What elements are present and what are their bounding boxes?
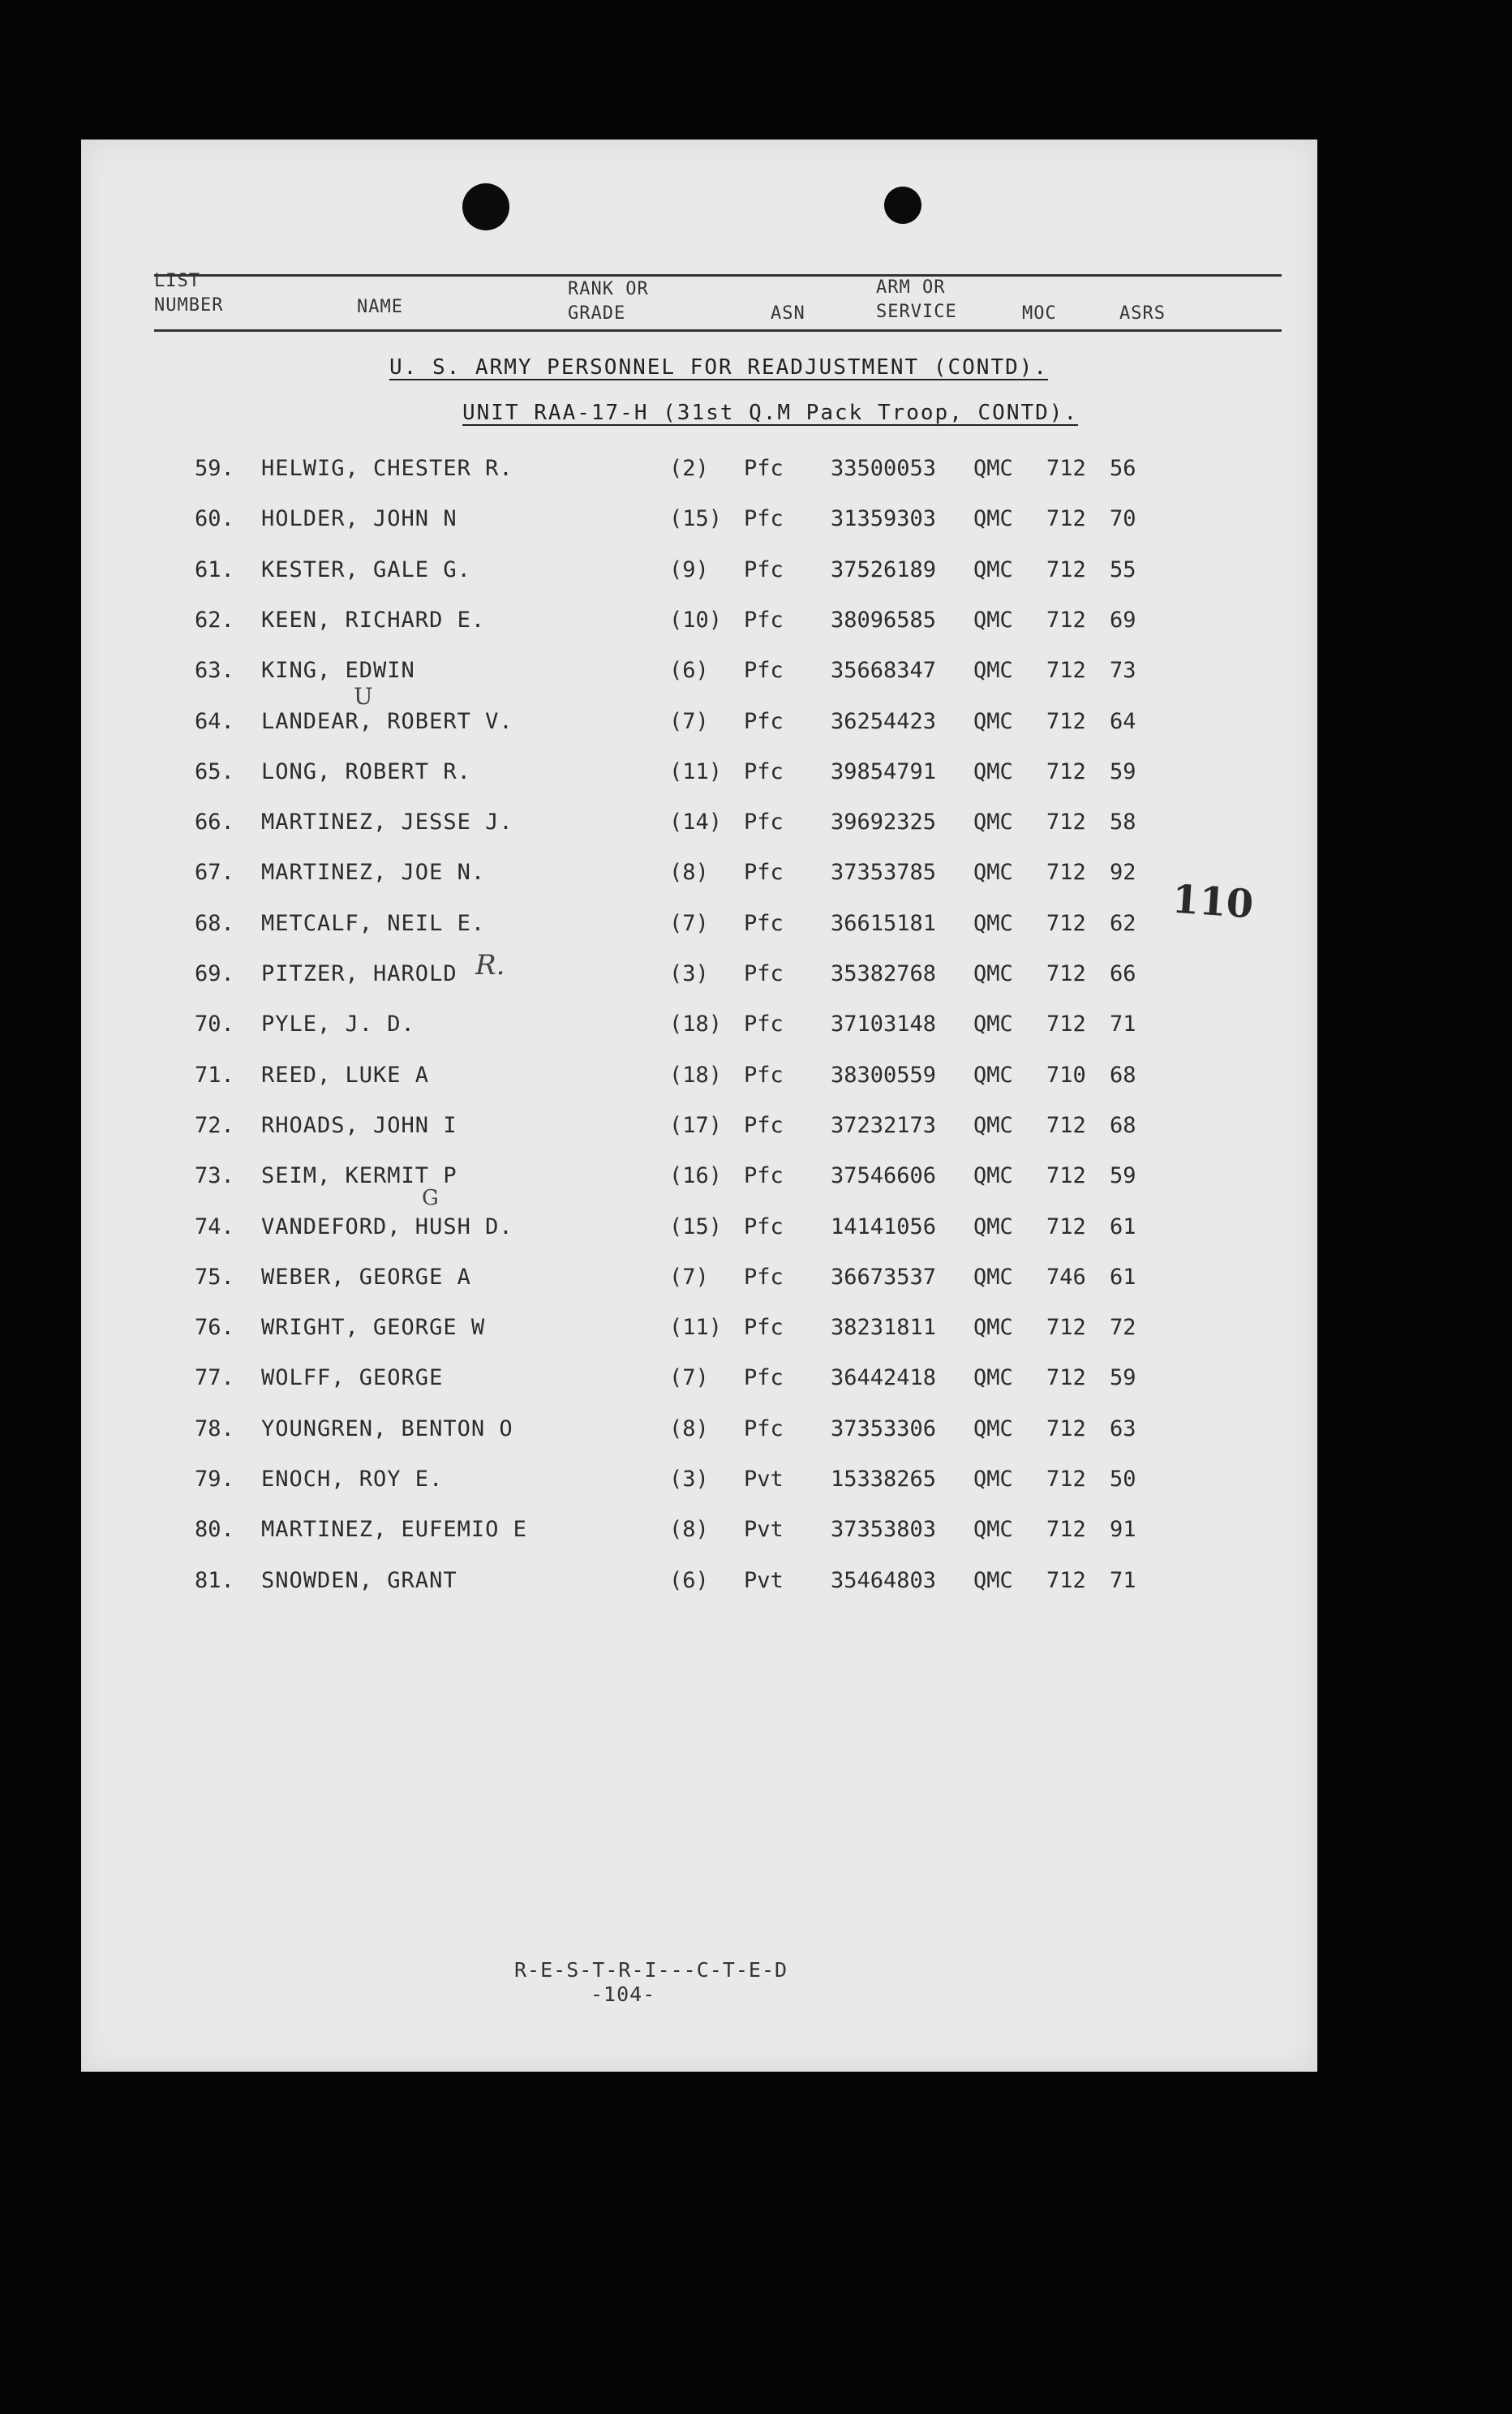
header-rank-2: GRADE [568, 303, 626, 324]
row-rank-number: (6) [669, 658, 709, 684]
row-number: 61. [195, 556, 234, 582]
handwritten-mark-landear: U [354, 683, 373, 710]
row-name: WRIGHT, GEORGE W [261, 1315, 486, 1341]
table-row [81, 860, 1317, 900]
row-moc: 712 [1046, 1163, 1086, 1189]
row-number: 69. [195, 961, 234, 986]
row-rank-number: (17) [669, 1112, 723, 1138]
row-name: KESTER, GALE G. [261, 556, 471, 582]
table-row [81, 557, 1317, 598]
header-top-rule [154, 274, 1282, 277]
table-row [81, 1568, 1317, 1609]
row-asn: 31359303 [831, 506, 937, 532]
row-name: ENOCH, ROY E. [261, 1467, 444, 1492]
row-rank: Pfc [744, 1264, 784, 1290]
row-asn: 37353803 [831, 1517, 937, 1543]
row-moc: 712 [1046, 456, 1086, 481]
table-row [81, 1063, 1317, 1103]
punch-hole-right [884, 187, 921, 224]
table-row [81, 810, 1317, 850]
row-number: 62. [195, 607, 234, 633]
row-name: YOUNGREN, BENTON O [261, 1415, 513, 1441]
row-rank-number: (7) [669, 1264, 709, 1290]
row-rank-number: (15) [669, 506, 723, 532]
row-rank: Pfc [744, 1415, 784, 1441]
row-number: 73. [195, 1163, 234, 1189]
handwritten-mark-pitzer: R. [475, 949, 505, 981]
row-arm-service: QMC [973, 1467, 1013, 1492]
row-moc: 712 [1046, 1415, 1086, 1441]
row-name: KEEN, RICHARD E. [261, 607, 486, 633]
row-arm-service: QMC [973, 658, 1013, 684]
row-asn: 37232173 [831, 1112, 937, 1138]
row-rank-number: (15) [669, 1213, 723, 1239]
row-moc: 712 [1046, 607, 1086, 633]
row-asn: 35464803 [831, 1567, 937, 1593]
row-arm-service: QMC [973, 910, 1013, 936]
row-arm-service: QMC [973, 607, 1013, 633]
row-rank: Pfc [744, 1315, 784, 1341]
document-page [81, 140, 1317, 2072]
row-arm-service: QMC [973, 1567, 1013, 1593]
row-arm-service: QMC [973, 1062, 1013, 1088]
row-asrs: 58 [1110, 810, 1136, 835]
row-arm-service: QMC [973, 1517, 1013, 1543]
table-row [81, 1214, 1317, 1255]
row-moc: 712 [1046, 758, 1086, 784]
row-rank-number: (2) [669, 456, 709, 481]
row-rank: Pfc [744, 961, 784, 986]
table-row [81, 456, 1317, 496]
row-number: 68. [195, 910, 234, 936]
row-asn: 37353306 [831, 1415, 937, 1441]
row-name: PITZER, HAROLD [261, 961, 457, 986]
row-asrs: 61 [1110, 1264, 1136, 1290]
row-name: MARTINEZ, JESSE J. [261, 810, 513, 835]
row-asrs: 73 [1110, 658, 1136, 684]
row-moc: 712 [1046, 910, 1086, 936]
punch-hole-left [462, 183, 509, 230]
row-number: 77. [195, 1365, 234, 1391]
row-asrs: 62 [1110, 910, 1136, 936]
footer-restricted: R-E-S-T-R-I---C-T-E-D [514, 1958, 788, 1982]
row-arm-service: QMC [973, 1315, 1013, 1341]
row-rank-number: (3) [669, 961, 709, 986]
row-number: 78. [195, 1415, 234, 1441]
row-number: 65. [195, 758, 234, 784]
table-row [81, 608, 1317, 648]
row-number: 79. [195, 1467, 234, 1492]
row-asn: 36442418 [831, 1365, 937, 1391]
row-asrs: 71 [1110, 1567, 1136, 1593]
row-number: 74. [195, 1213, 234, 1239]
header-asrs: ASRS [1119, 303, 1166, 324]
row-moc: 712 [1046, 1012, 1086, 1037]
row-asrs: 92 [1110, 860, 1136, 886]
row-moc: 712 [1046, 961, 1086, 986]
row-rank: Pfc [744, 658, 784, 684]
row-rank-number: (11) [669, 758, 723, 784]
unit-title: UNIT RAA-17-H (31st Q.M Pack Troop, CONTD). [462, 401, 1079, 425]
table-row [81, 658, 1317, 698]
row-moc: 712 [1046, 1467, 1086, 1492]
header-list-number-2: NUMBER [154, 295, 224, 316]
row-asn: 14141056 [831, 1213, 937, 1239]
row-number: 60. [195, 506, 234, 532]
row-asrs: 59 [1110, 1163, 1136, 1189]
row-moc: 712 [1046, 1567, 1086, 1593]
row-moc: 712 [1046, 658, 1086, 684]
row-asrs: 68 [1110, 1112, 1136, 1138]
row-number: 64. [195, 708, 234, 734]
row-name: MARTINEZ, JOE N. [261, 860, 486, 886]
row-arm-service: QMC [973, 506, 1013, 532]
row-asn: 38300559 [831, 1062, 937, 1088]
row-rank: Pfc [744, 1112, 784, 1138]
row-rank-number: (3) [669, 1467, 709, 1492]
footer-page-number: -104- [591, 1982, 656, 2006]
row-rank: Pfc [744, 506, 784, 532]
table-row [81, 759, 1317, 800]
row-rank: Pfc [744, 1213, 784, 1239]
row-asn: 36615181 [831, 910, 937, 936]
row-arm-service: QMC [973, 1112, 1013, 1138]
row-name: WOLFF, GEORGE [261, 1365, 444, 1391]
row-rank: Pfc [744, 556, 784, 582]
row-asrs: 72 [1110, 1315, 1136, 1341]
row-rank: Pvt [744, 1467, 784, 1492]
header-moc: MOC [1022, 303, 1057, 324]
row-asrs: 61 [1110, 1213, 1136, 1239]
row-name: SNOWDEN, GRANT [261, 1567, 457, 1593]
row-arm-service: QMC [973, 1163, 1013, 1189]
row-moc: 712 [1046, 1112, 1086, 1138]
row-asrs: 59 [1110, 758, 1136, 784]
row-number: 67. [195, 860, 234, 886]
row-name: VANDEFORD, HUSH D. [261, 1213, 513, 1239]
row-name: SEIM, KERMIT P [261, 1163, 457, 1189]
table-row [81, 1113, 1317, 1153]
header-arm-1: ARM OR [876, 277, 946, 298]
row-rank-number: (7) [669, 708, 709, 734]
row-number: 66. [195, 810, 234, 835]
row-rank-number: (7) [669, 1365, 709, 1391]
row-name: HELWIG, CHESTER R. [261, 456, 513, 481]
row-moc: 710 [1046, 1062, 1086, 1088]
row-rank: Pfc [744, 810, 784, 835]
row-name: KING, EDWIN [261, 658, 415, 684]
table-row [81, 1467, 1317, 1507]
row-asrs: 56 [1110, 456, 1136, 481]
header-asn: ASN [771, 303, 805, 324]
table-row [81, 961, 1317, 1002]
row-asn: 38096585 [831, 607, 937, 633]
row-asn: 39692325 [831, 810, 937, 835]
row-moc: 712 [1046, 860, 1086, 886]
row-rank: Pfc [744, 910, 784, 936]
row-arm-service: QMC [973, 860, 1013, 886]
row-asrs: 59 [1110, 1365, 1136, 1391]
row-moc: 746 [1046, 1264, 1086, 1290]
row-arm-service: QMC [973, 1213, 1013, 1239]
row-asrs: 64 [1110, 708, 1136, 734]
row-moc: 712 [1046, 1365, 1086, 1391]
row-asrs: 70 [1110, 506, 1136, 532]
row-rank-number: (14) [669, 810, 723, 835]
row-asn: 35668347 [831, 658, 937, 684]
row-asn: 38231811 [831, 1315, 937, 1341]
row-rank-number: (9) [669, 556, 709, 582]
row-moc: 712 [1046, 810, 1086, 835]
row-rank-number: (16) [669, 1163, 723, 1189]
row-number: 59. [195, 456, 234, 481]
row-rank-number: (11) [669, 1315, 723, 1341]
row-arm-service: QMC [973, 1264, 1013, 1290]
row-arm-service: QMC [973, 556, 1013, 582]
row-rank: Pvt [744, 1517, 784, 1543]
handwritten-mark-vandeford: G [422, 1186, 439, 1210]
row-number: 76. [195, 1315, 234, 1341]
row-asrs: 91 [1110, 1517, 1136, 1543]
row-arm-service: QMC [973, 1415, 1013, 1441]
row-moc: 712 [1046, 708, 1086, 734]
row-asrs: 71 [1110, 1012, 1136, 1037]
row-asn: 35382768 [831, 961, 937, 986]
row-asrs: 55 [1110, 556, 1136, 582]
table-row [81, 911, 1317, 951]
row-name: REED, LUKE A [261, 1062, 430, 1088]
row-arm-service: QMC [973, 1365, 1013, 1391]
row-rank-number: (8) [669, 860, 709, 886]
row-rank: Pvt [744, 1567, 784, 1593]
row-name: PYLE, J. D. [261, 1012, 415, 1037]
row-rank-number: (8) [669, 1415, 709, 1441]
row-number: 63. [195, 658, 234, 684]
row-asn: 36673537 [831, 1264, 937, 1290]
row-rank: Pfc [744, 456, 784, 481]
row-moc: 712 [1046, 1315, 1086, 1341]
row-name: METCALF, NEIL E. [261, 910, 486, 936]
table-row [81, 1365, 1317, 1406]
row-number: 72. [195, 1112, 234, 1138]
row-number: 70. [195, 1012, 234, 1037]
row-name: MARTINEZ, EUFEMIO E [261, 1517, 527, 1543]
row-asn: 15338265 [831, 1467, 937, 1492]
header-name: NAME [357, 297, 403, 317]
row-number: 75. [195, 1264, 234, 1290]
header-list-number-1: LIST [154, 271, 200, 291]
table-row [81, 709, 1317, 750]
row-arm-service: QMC [973, 810, 1013, 835]
row-rank: Pfc [744, 1365, 784, 1391]
row-name: WEBER, GEORGE A [261, 1264, 471, 1290]
row-moc: 712 [1046, 506, 1086, 532]
row-asrs: 66 [1110, 961, 1136, 986]
row-number: 80. [195, 1517, 234, 1543]
table-row [81, 1315, 1317, 1355]
row-asrs: 50 [1110, 1467, 1136, 1492]
row-rank: Pfc [744, 758, 784, 784]
row-rank-number: (10) [669, 607, 723, 633]
row-arm-service: QMC [973, 1012, 1013, 1037]
row-name: HOLDER, JOHN N [261, 506, 457, 532]
header-arm-2: SERVICE [876, 302, 957, 322]
row-asn: 37526189 [831, 556, 937, 582]
row-arm-service: QMC [973, 708, 1013, 734]
row-rank-number: (6) [669, 1567, 709, 1593]
row-asn: 37353785 [831, 860, 937, 886]
row-moc: 712 [1046, 1213, 1086, 1239]
row-moc: 712 [1046, 556, 1086, 582]
table-row [81, 1416, 1317, 1457]
row-rank: Pfc [744, 1012, 784, 1037]
row-asn: 37103148 [831, 1012, 937, 1037]
row-rank-number: (18) [669, 1062, 723, 1088]
row-name: LANDEAR, ROBERT V. [261, 708, 513, 734]
row-asn: 33500053 [831, 456, 937, 481]
row-number: 71. [195, 1062, 234, 1088]
row-rank: Pfc [744, 860, 784, 886]
row-arm-service: QMC [973, 961, 1013, 986]
row-rank-number: (8) [669, 1517, 709, 1543]
row-asrs: 63 [1110, 1415, 1136, 1441]
document-title: U. S. ARMY PERSONNEL FOR READJUSTMENT (CONTD). [389, 355, 1049, 380]
handwritten-side-number: 110 [1171, 876, 1256, 928]
row-rank: Pfc [744, 607, 784, 633]
row-rank: Pfc [744, 1062, 784, 1088]
table-row [81, 1163, 1317, 1204]
row-rank-number: (7) [669, 910, 709, 936]
row-arm-service: QMC [973, 456, 1013, 481]
header-rank-1: RANK OR [568, 279, 649, 299]
row-asn: 39854791 [831, 758, 937, 784]
row-asrs: 68 [1110, 1062, 1136, 1088]
row-number: 81. [195, 1567, 234, 1593]
row-name: LONG, ROBERT R. [261, 758, 471, 784]
table-row [81, 1265, 1317, 1305]
table-row [81, 1517, 1317, 1557]
table-row [81, 506, 1317, 547]
header-bottom-rule [154, 329, 1282, 332]
row-asrs: 69 [1110, 607, 1136, 633]
row-arm-service: QMC [973, 758, 1013, 784]
row-asn: 36254423 [831, 708, 937, 734]
table-row [81, 1012, 1317, 1052]
row-moc: 712 [1046, 1517, 1086, 1543]
row-asn: 37546606 [831, 1163, 937, 1189]
row-rank: Pfc [744, 1163, 784, 1189]
row-rank: Pfc [744, 708, 784, 734]
row-name: RHOADS, JOHN I [261, 1112, 457, 1138]
row-rank-number: (18) [669, 1012, 723, 1037]
